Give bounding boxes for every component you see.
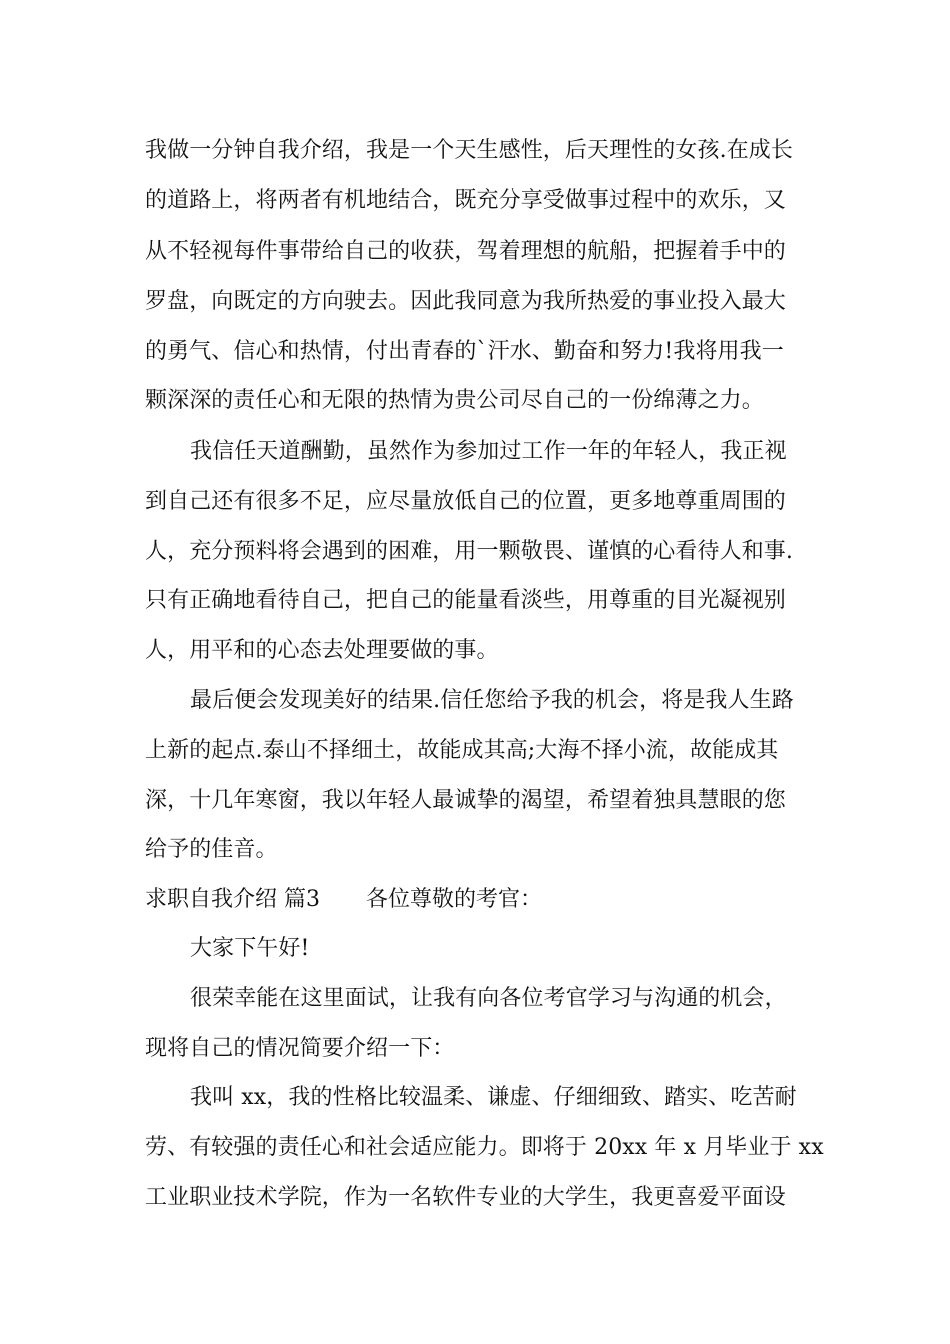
paragraph-4-line-1: 大家下午好! — [190, 936, 310, 961]
paragraph-5-line-2: 现将自己的情况简要介绍一下： — [145, 1036, 455, 1061]
paragraph-6-line-3: 工业职业技术学院，作为一名软件专业的大学生，我更喜爱平面设 — [145, 1185, 786, 1210]
paragraph-1-line-4: 罗盘，向既定的方向驶去。因此我同意为我所热爱的事业投入最大 — [145, 289, 786, 314]
paragraph-5-line-1: 很荣幸能在这里面试，让我有向各位考官学习与沟通的机会， — [190, 986, 787, 1011]
paragraph-2-line-1: 我信任天道酬勤，虽然作为参加过工作一年的年轻人，我正视 — [190, 439, 787, 464]
paragraph-2-line-2: 到自己还有很多不足，应尽量放低自己的位置，更多地尊重周围的 — [145, 489, 786, 514]
paragraph-6-line-1: 我叫 xx，我的性格比较温柔、谦虚、仔细细致、踏实、吃苦耐 — [190, 1085, 797, 1110]
paragraph-1-line-2: 的道路上，将两者有机地结合，既充分享受做事过程中的欢乐，又 — [145, 188, 786, 213]
paragraph-3-line-1: 最后便会发现美好的结果.信任您给予我的机会，将是我人生路 — [190, 688, 794, 713]
paragraph-6-line-2: 劳、有较强的责任心和社会适应能力。即将于 20xx 年 x 月毕业于 xx — [145, 1135, 824, 1160]
paragraph-3-line-4: 给予的佳音。 — [145, 837, 278, 862]
paragraph-2-line-5: 人，用平和的心态去处理要做的事。 — [145, 638, 499, 663]
section-greeting: 各位尊敬的考官： — [366, 887, 543, 912]
paragraph-1-line-6: 颗深深的责任心和无限的热情为贵公司尽自己的一份绵薄之力。 — [145, 388, 764, 413]
section-title: 求职自我介绍 篇3 — [145, 887, 320, 912]
paragraph-1-line-3: 从不轻视每件事带给自己的收获，驾着理想的航船，把握着手中的 — [145, 239, 786, 264]
paragraph-1-line-1: 我做一分钟自我介绍，我是一个天生感性，后天理性的女孩.在成长 — [145, 138, 793, 163]
paragraph-3-line-3: 深，十几年寒窗，我以年轻人最诚挚的渴望，希望着独具慧眼的您 — [145, 788, 786, 813]
paragraph-2-line-4: 只有正确地看待自己，把自己的能量看淡些，用尊重的目光凝视别 — [145, 588, 786, 613]
paragraph-2-line-3: 人，充分预料将会遇到的困难，用一颗敬畏、谨慎的心看待人和事. — [145, 539, 793, 564]
paragraph-3-line-2: 上新的起点.泰山不择细土，故能成其高;大海不择小流，故能成其 — [145, 738, 779, 763]
section-heading — [145, 880, 815, 920]
paragraph-1-line-5: 的勇气、信心和热情，付出青春的`汗水、勤奋和努力!我将用我一 — [145, 339, 784, 364]
